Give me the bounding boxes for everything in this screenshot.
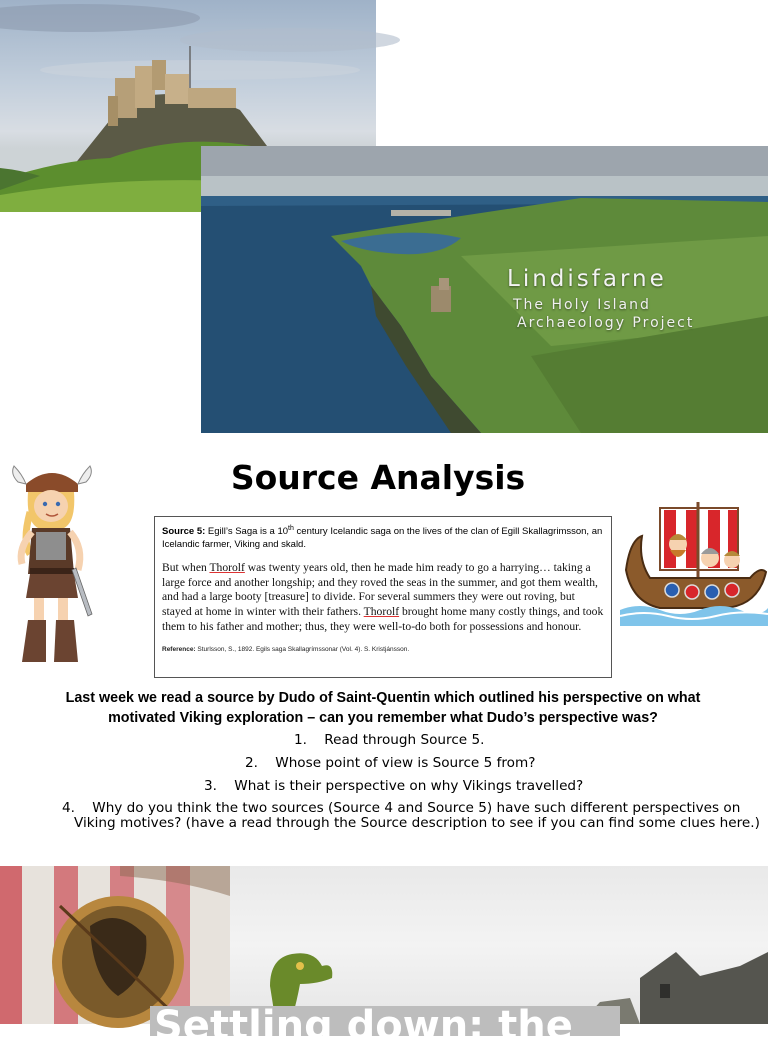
- source-intro-text-a: Egill’s Saga is a 10: [205, 526, 289, 538]
- source-quote-name-2: Thorolf: [363, 604, 400, 618]
- source-5-box: [154, 516, 612, 678]
- source-intro-sup: th: [288, 525, 294, 532]
- source-intro-text-b: century Icelandic saga on the lives of the clan of Egill Skallagrimsson, an Icelandic farmer, Viking and skald.: [162, 526, 603, 551]
- question-1: 1. Read through Source 5.: [294, 732, 485, 748]
- source-reference: [162, 646, 604, 653]
- next-slide-art: [0, 866, 768, 1024]
- aerial-subtitle-line1: The Holy Island: [513, 297, 651, 313]
- source-reference-text: Sturlsson, S., 1892. Egils saga Skallagrímssonar (Vol. 4). S. Kristjánsson.: [195, 646, 410, 654]
- source-quote-b: was twenty years old, then he made him ready to go a harrying… taking a large force and another longship; and they roved the seas in the summer, and got them wealth, and had a large booty [treasure] to divide. For several summers they were out roving, but stayed at home in winter with their fathers.: [162, 561, 598, 618]
- next-slide-preview: [0, 866, 768, 1049]
- source-quote: [162, 561, 604, 634]
- lesson-intro: Last week we read a source by Dudo of Saint-Quentin which outlined his perspective on what motivated Viking exploration – can you remember what Dudo’s perspective was?: [65, 690, 701, 726]
- source-description: [162, 522, 604, 551]
- viking-ship-illustration: [620, 500, 768, 626]
- page-title: Source Analysis: [230, 458, 526, 497]
- lindisfarne-aerial-photo: [201, 146, 768, 433]
- question-4: 4. Why do you think the two sources (Source 4 and Source 5) have such different perspectives on: [62, 800, 741, 816]
- source-reference-label: Reference:: [162, 646, 196, 654]
- viking-girl-illustration: [8, 462, 100, 670]
- question-2: 2. Whose point of view is Source 5 from?: [245, 755, 536, 771]
- aerial-title: Lindisfarne: [507, 266, 667, 292]
- aerial-subtitle-line2: Archaeology Project: [517, 315, 695, 331]
- question-4-continued: Viking motives? (have a read through the Source description to see if you can find some clues here.): [74, 815, 760, 831]
- aerial-photo-art: [201, 146, 768, 433]
- source-quote-c: brought home many costly things, and took them to his father and mother; thus, they were well-to-do both for possessions and honour.: [162, 604, 604, 633]
- next-slide-title: Settling down: the: [150, 1006, 620, 1036]
- question-3: 3. What is their perspective on why Vikings travelled?: [204, 778, 584, 794]
- source-quote-a: But when: [162, 561, 210, 575]
- source-quote-name-1: Thorolf: [209, 561, 245, 575]
- source-label: Source 5:: [162, 526, 206, 538]
